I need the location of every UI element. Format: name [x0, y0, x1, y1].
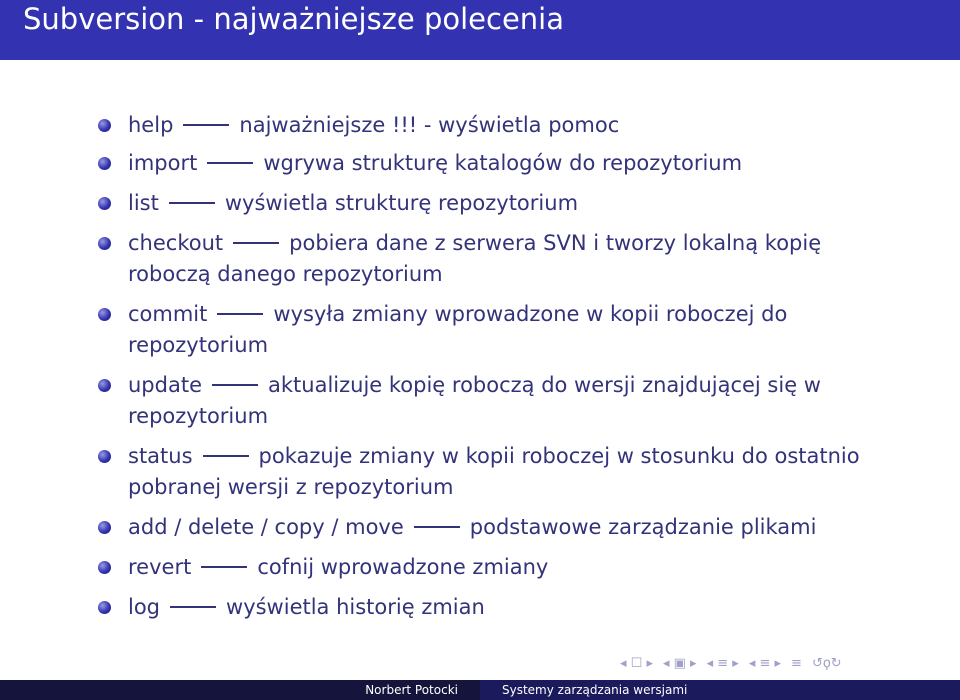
command-description: najważniejsze !!! - wyświetla pomoc — [239, 113, 620, 137]
bullet-ball-icon — [98, 601, 111, 614]
command-name: commit — [128, 302, 208, 326]
list-item — [0, 228, 960, 290]
bullet-ball-icon — [98, 308, 111, 321]
list-item — [0, 148, 960, 179]
footer — [0, 680, 960, 700]
nav-search-icon[interactable]: ↺ϙ↻ — [811, 656, 842, 671]
command-name: log — [128, 595, 161, 619]
command-description: pokazuje zmiany w kopii roboczej w stosunku do ostatnio pobranej wersji z repozytorium — [128, 444, 860, 499]
list-item — [0, 592, 960, 623]
command-description: pobiera dane z serwera SVN i tworzy lokalną kopię roboczą danego repozytorium — [128, 231, 822, 286]
title-bar — [0, 0, 960, 60]
bullet-ball-icon — [98, 197, 111, 210]
nav-subsection-icon[interactable]: ◂ ≡ ▸ — [706, 656, 739, 671]
command-name: checkout — [128, 231, 224, 255]
em-dash — [207, 162, 253, 164]
em-dash — [414, 526, 460, 528]
em-dash — [212, 384, 258, 386]
command-list — [0, 110, 960, 632]
command-name: list — [128, 191, 159, 215]
bullet-ball-icon — [98, 157, 111, 170]
bullet-ball-icon — [98, 521, 111, 534]
footer-author: Norbert Potocki — [0, 680, 480, 700]
list-item — [0, 188, 960, 219]
nav-slide-icon[interactable]: ◂ ☐ ▸ — [620, 656, 653, 671]
bullet-ball-icon — [98, 450, 111, 463]
em-dash — [169, 202, 215, 204]
list-item — [0, 512, 960, 543]
list-item — [0, 110, 960, 141]
em-dash — [201, 566, 247, 568]
command-description: aktualizuje kopię roboczą do wersji znajdującej się w repozytorium — [128, 373, 821, 428]
list-item — [0, 441, 960, 503]
command-description: wysyła zmiany wprowadzone w kopii roboczej do repozytorium — [128, 302, 788, 357]
slide-title: Subversion - najważniejsze polecenia — [23, 2, 565, 36]
command-name: revert — [128, 555, 192, 579]
command-description: wgrywa strukturę katalogów do repozytorium — [263, 151, 743, 175]
nav-align-icon[interactable]: ≡ — [791, 656, 802, 671]
command-name: update — [128, 373, 202, 397]
bullet-ball-icon — [98, 119, 111, 132]
command-name: add / delete / copy / move — [128, 515, 404, 539]
command-name: import — [128, 151, 198, 175]
em-dash — [217, 313, 263, 315]
list-item — [0, 299, 960, 361]
command-description: wyświetla strukturę repozytorium — [224, 191, 579, 215]
nav-section-icon[interactable]: ◂ ≡ ▸ — [748, 656, 782, 671]
nav-frame-icon[interactable]: ◂ ▣ ▸ — [662, 656, 697, 671]
em-dash — [233, 242, 279, 244]
footer-presentation-title: Systemy zarządzania wersjami — [480, 680, 960, 700]
command-name: status — [128, 444, 193, 468]
command-description: wyświetla historię zmian — [226, 595, 485, 619]
command-description: cofnij wprowadzone zmiany — [257, 555, 549, 579]
em-dash — [170, 606, 216, 608]
command-description: podstawowe zarządzanie plikami — [469, 515, 817, 539]
command-name: help — [128, 113, 174, 137]
bullet-ball-icon — [98, 237, 111, 250]
beamer-navigation-bar — [620, 655, 960, 673]
bullet-ball-icon — [98, 561, 111, 574]
em-dash — [183, 124, 229, 126]
bullet-ball-icon — [98, 379, 111, 392]
list-item — [0, 370, 960, 432]
em-dash — [203, 455, 249, 457]
list-item — [0, 552, 960, 583]
